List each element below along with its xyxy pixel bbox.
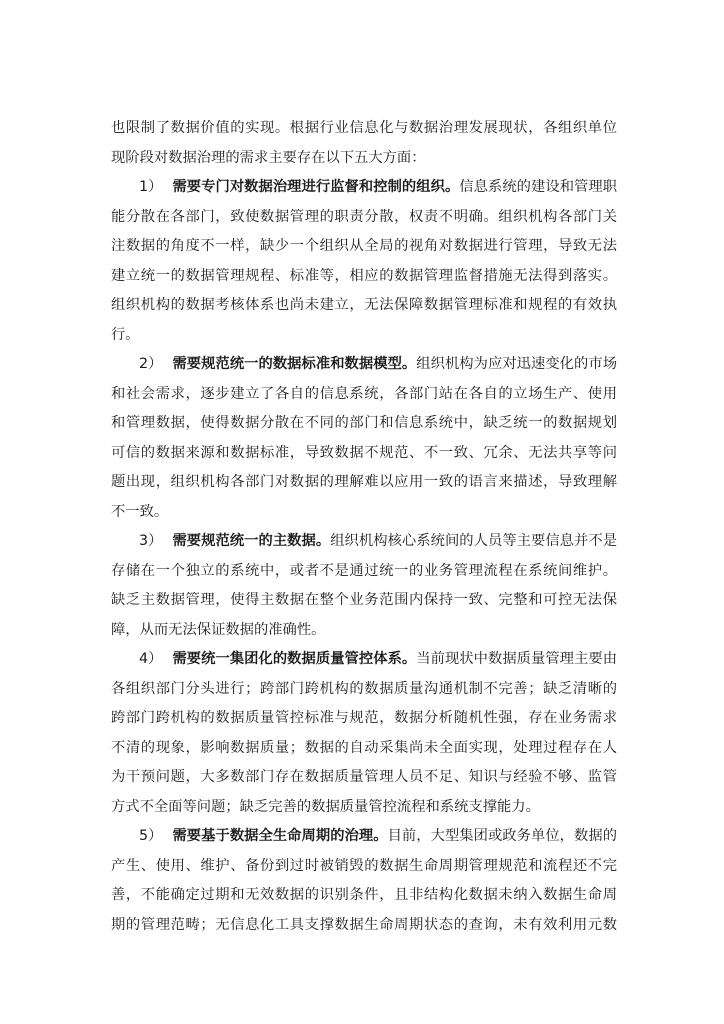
item-line: 可信的数据来源和数据标准，导致数据不规范、不一致、冗余、无法共享等问: [111, 444, 617, 461]
item-heading: 需要基于数据全生命周期的治理。: [172, 828, 388, 844]
item-5-paragraph: [111, 822, 617, 940]
item-line: 不清的现象，影响数据质量；数据的自动采集尚未全面实现，处理过程存在人: [111, 739, 617, 756]
item-line: 跨部门跨机构的数据质量管控标准与规范，数据分析随机性强，存在业务需求: [111, 710, 617, 726]
item-text: 信息系统的建设和管理职: [459, 179, 617, 195]
intro-paragraph: [111, 114, 617, 173]
intro-line: 也限制了数据价值的实现。根据行业信息化与数据治理发展现状，各组织单位: [111, 120, 617, 136]
intro-line: 现阶段对数据治理的需求主要存在以下五大方面：: [111, 149, 426, 166]
item-text: 组织机构核心系统间的人员等主要信息并不是: [330, 533, 617, 549]
item-number: 5）: [139, 828, 163, 844]
item-line: 期的管理范畴；无信息化工具支撑数据生命周期状态的查询，未有效利用元数: [111, 916, 617, 933]
item-line: 缺乏主数据管理，使得主数据在整个业务范围内保持一致、完整和可控无法保: [111, 592, 617, 608]
item-first-line: [111, 527, 617, 557]
item-line: 注数据的角度不一样，缺少一个组织从全局的视角对数据进行管理，导致无法: [111, 238, 617, 254]
item-line: 和管理数据，使得数据分散在不同的部门和信息系统中，缺乏统一的数据规划: [111, 415, 617, 431]
item-line: 存储在一个独立的系统中，或者不是通过统一的业务管理流程在系统间维护。: [111, 562, 617, 579]
item-text: 目前，大型集团或政务单位，数据的: [387, 828, 617, 844]
item-heading: 需要规范统一的主数据。: [172, 533, 331, 549]
item-line: 各组织部门分头进行；跨部门跨机构的数据质量沟通机制不完善；缺乏清晰的: [111, 680, 617, 697]
item-1-paragraph: [111, 173, 617, 350]
item-line: 行。: [111, 326, 140, 343]
item-line: 方式不全面等问题；缺乏完善的数据质量管控流程和系统支撑能力。: [111, 798, 540, 815]
item-first-line: [111, 822, 617, 852]
item-first-line: [111, 350, 617, 380]
item-number: 3）: [139, 533, 163, 549]
item-line: 组织机构的数据考核体系也尚未建立，无法保障数据管理标准和规程的有效执: [111, 297, 617, 313]
item-2-paragraph: [111, 350, 617, 527]
item-text: 组织机构为应对迅速变化的市场: [416, 356, 617, 372]
item-heading: 需要统一集团化的数据质量管控体系。: [172, 651, 417, 667]
item-number: 2）: [139, 356, 163, 372]
item-line: 善，不能确定过期和无效数据的识别条件，且非结构化数据未纳入数据生命周: [111, 887, 617, 903]
item-3-paragraph: [111, 527, 617, 645]
item-4-paragraph: [111, 645, 617, 822]
item-first-line: [111, 173, 617, 203]
item-first-line: [111, 645, 617, 675]
item-line: 和社会需求，逐步建立了各自的信息系统，各部门站在各自的立场生产、使用: [111, 385, 617, 402]
item-line: 能分散在各部门，致使数据管理的职责分散，权责不明确。组织机构各部门关: [111, 208, 617, 225]
item-line: 产生、使用、维护、备份到过时被销毁的数据生命周期管理规范和流程还不完: [111, 857, 617, 874]
item-heading: 需要专门对数据治理进行监督和控制的组织。: [172, 179, 460, 195]
item-number: 4）: [139, 651, 163, 667]
item-heading: 需要规范统一的数据标准和数据模型。: [172, 356, 417, 372]
item-line: 不一致。: [111, 503, 169, 520]
item-line: 题出现，组织机构各部门对数据的理解难以应用一致的语言来描述，导致理解: [111, 474, 617, 490]
item-number: 1）: [139, 179, 163, 195]
item-line: 建立统一的数据管理规程、标准等，相应的数据管理监督措施无法得到落实。: [111, 267, 617, 284]
item-text: 当前现状中数据质量管理主要由: [416, 651, 617, 667]
document-page: [111, 114, 617, 940]
item-line: 障，从而无法保证数据的准确性。: [111, 621, 326, 638]
item-line: 为干预问题，大多数部门存在数据质量管理人员不足、知识与经验不够、监管: [111, 769, 617, 785]
